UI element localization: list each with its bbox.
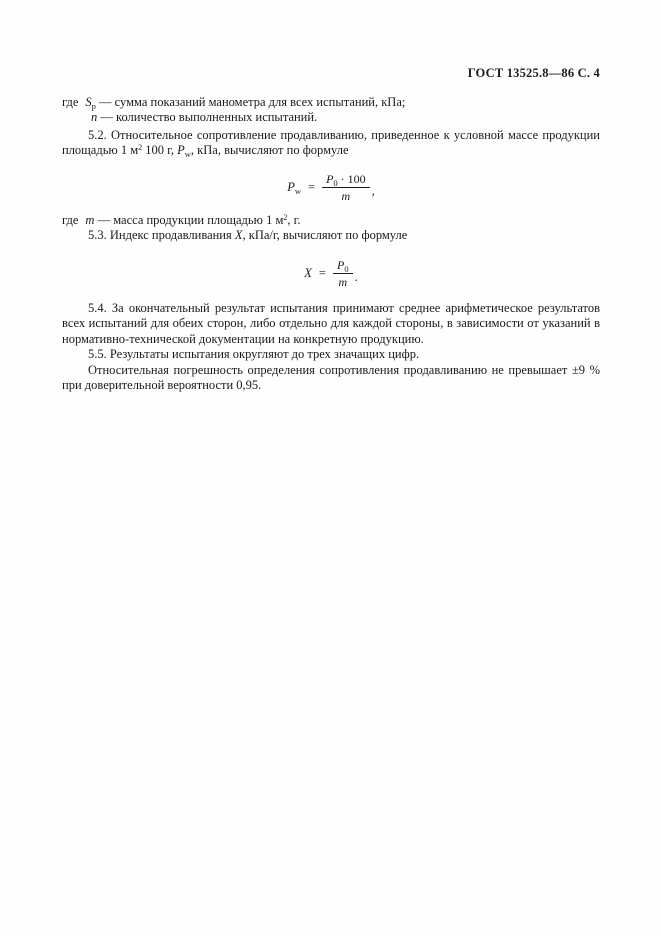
document-header [62, 66, 600, 82]
paragraph-5-2-text-after: , кПа, вычисляют по формуле [190, 143, 349, 157]
formula-2-numerator-subscript: 0 [344, 264, 349, 274]
definition-row-n [91, 110, 600, 126]
formula-1-numerator [322, 172, 370, 188]
formula-1-denominator-symbol: m [341, 189, 351, 203]
paragraph-5-2-text-before: 5.2. Относительное сопротивление продавливанию, приведенное к условной массе продукции площадью 1 м [62, 127, 600, 157]
paragraph-5-3-text-after: , кПа/г, вычисляют по формуле [242, 228, 408, 242]
symbol-p-relative: P [177, 143, 185, 157]
equals-sign-2: = [318, 265, 326, 280]
square-superscript: 2 [138, 143, 143, 152]
symbol-n: n [91, 110, 98, 124]
equals-sign: = [308, 179, 316, 194]
square-superscript-m: 2 [283, 212, 288, 222]
formula-1-numerator-symbol: P [326, 172, 334, 186]
formula-1-lhs [287, 180, 301, 196]
definition-s-text: — сумма показаний манометра для всех испытаний, кПа; [99, 94, 406, 109]
paragraph-5-2 [62, 128, 600, 159]
symbol-m: m [85, 212, 95, 227]
paragraph-accuracy: Относительная погрешность определения сопротивления продавливанию не превышает ±9 % при доверительной вероятности 0,95. [62, 362, 600, 392]
formula-2-punctuation: . [354, 269, 358, 284]
formula-2-fraction [333, 258, 353, 289]
formula-1-fraction [322, 172, 370, 203]
where-label-m: где [62, 212, 79, 227]
definition-m-text-after: , г. [287, 212, 301, 227]
definition-row-s [62, 95, 600, 111]
symbol-s: S [85, 94, 92, 109]
formula-1-punctuation: , [371, 183, 375, 198]
definition-row-m [62, 213, 600, 229]
where-label: где [62, 94, 79, 109]
formula-2-lhs-symbol: X [304, 265, 312, 280]
symbol-s-subscript: р [91, 100, 96, 111]
formula-1-lhs-subscript: w [294, 185, 301, 196]
paragraph-5-2-text-mid: 100 г, [142, 143, 178, 157]
formula-2-lhs [304, 266, 312, 282]
formula-1-numerator-subscript: 0 [333, 178, 338, 188]
formula-burst-index [62, 256, 600, 292]
document-content [62, 66, 600, 394]
formula-1-denominator [342, 188, 351, 203]
symbol-p-relative-subscript: w [184, 149, 191, 159]
paragraph-5-3-text-before: 5.3. Индекс продавливания [88, 228, 235, 242]
formula-relative-resistance [62, 170, 600, 206]
formula-2-denominator [338, 274, 347, 289]
paragraph-5-4: 5.4. За окончательный результат испытания принимают среднее арифметическое результатов всех испытаний для обеих сторон, либо отдельно для каждой стороны, в зависимости от указаний в нормативно-технической документации на конкретную продукцию. [62, 300, 600, 346]
formula-2-denominator-symbol: m [338, 275, 348, 289]
symbol-x: X [234, 228, 243, 242]
formula-2-numerator [333, 258, 353, 274]
formula-2-numerator-symbol: P [336, 258, 345, 272]
paragraph-5-3 [62, 228, 600, 244]
formula-1-lhs-symbol: P [287, 179, 295, 194]
paragraph-5-5: 5.5. Результаты испытания округляют до трех значащих цифр. [88, 347, 420, 361]
definition-list-pressure [62, 95, 600, 126]
standard-number-page: ГОСТ 13525.8—86 С. 4 [467, 66, 600, 80]
definition-n-text: — количество выполненных испытаний. [100, 110, 318, 124]
formula-1-numerator-factor: · 100 [337, 172, 366, 186]
definition-m-text-before: — масса продукции площадью 1 м [97, 212, 284, 227]
